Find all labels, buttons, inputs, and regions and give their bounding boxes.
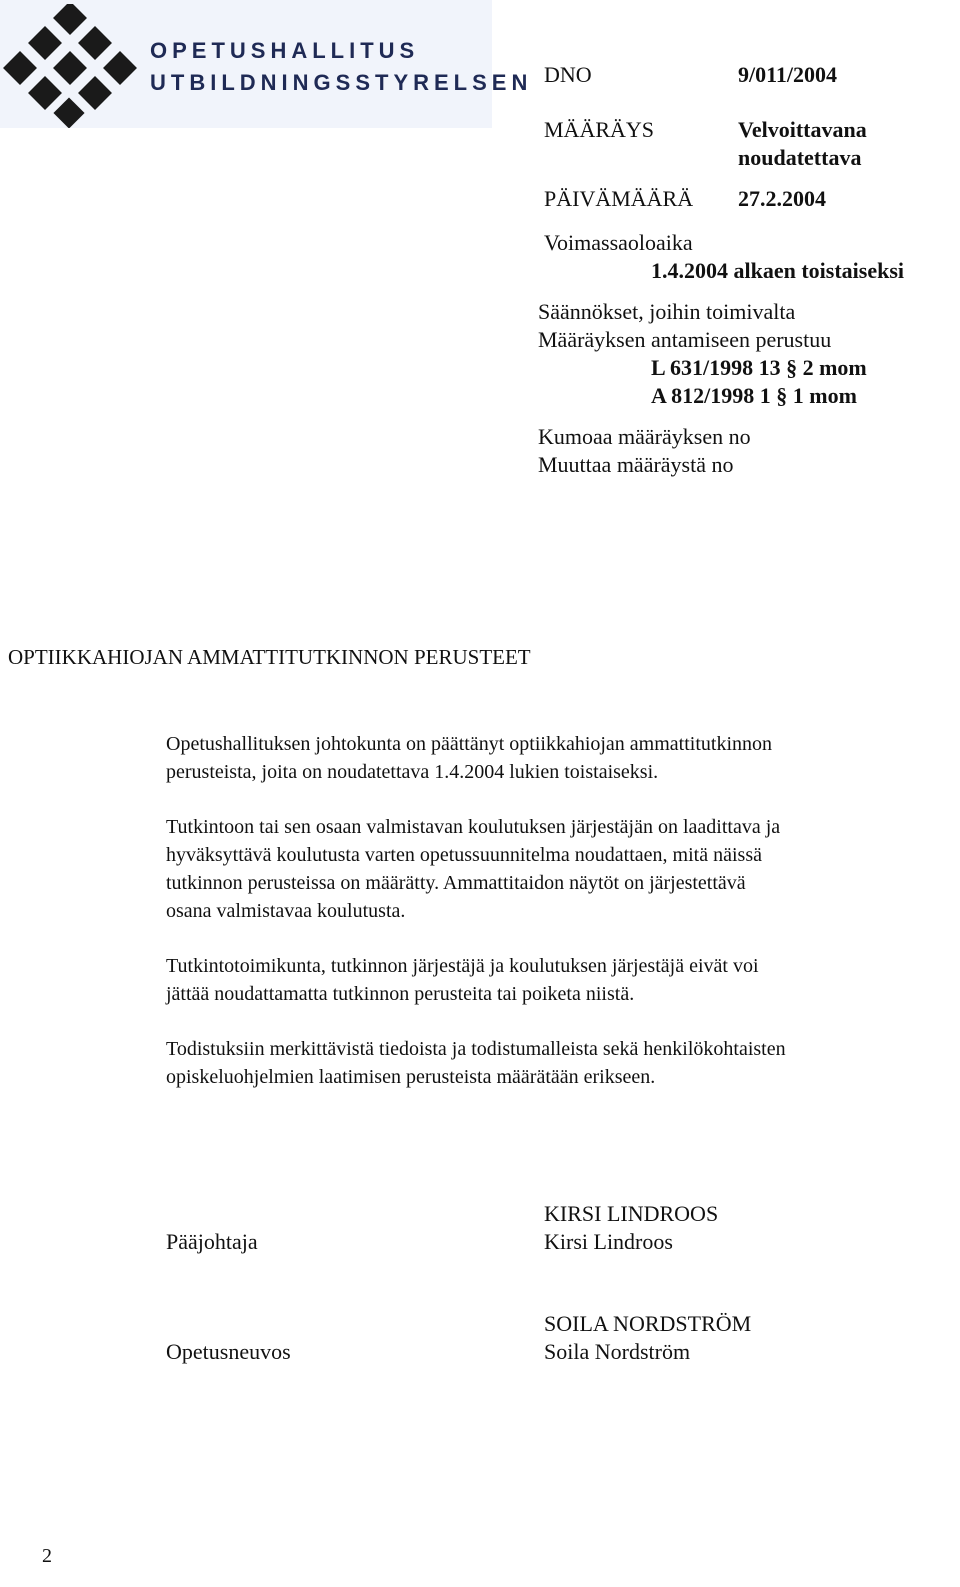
- dno-label: DNO: [544, 62, 592, 87]
- voimassa-value: 1.4.2004 alkaen toistaiseksi: [651, 258, 905, 283]
- law-ref-2: A 812/1998 1 § 1 mom: [651, 383, 857, 408]
- dno-value: 9/011/2004: [738, 62, 838, 87]
- logo-line-1: OPETUSHALLITUS: [150, 38, 420, 63]
- maarays-label: MÄÄRÄYS: [544, 117, 655, 142]
- signature-name-1: Kirsi Lindroos: [544, 1229, 673, 1254]
- saannokset-line1: Säännökset, joihin toimivalta: [538, 299, 796, 324]
- signature-name-2-upper: SOILA NORDSTRÖM: [544, 1311, 752, 1336]
- maarays-value-line1: Velvoittavana: [738, 117, 867, 142]
- text-line: Tutkintotoimikunta, tutkinnon järjestäjä ja koulutuksen järjestäjä eivät voi: [166, 955, 759, 977]
- text-line: hyväksyttävä koulutusta varten opetussuunnitelma noudattaen, mitä näissä: [166, 844, 762, 866]
- paragraph-3: [166, 952, 956, 1008]
- paivamaara-value: 27.2.2004: [738, 186, 826, 211]
- muuttaa-label: Muuttaa määräystä no: [538, 452, 734, 477]
- paivamaara-label: PÄIVÄMÄÄRÄ: [544, 186, 694, 211]
- kumoaa-label: Kumoaa määräyksen no: [538, 424, 751, 449]
- paragraph-1: [166, 730, 956, 786]
- diamond-logo-icon: [0, 4, 140, 128]
- text-line: perusteista, joita on noudatettava 1.4.2004 lukien toistaiseksi.: [166, 761, 659, 783]
- text-line: Tutkintoon tai sen osaan valmistavan koulutuksen järjestäjän on laadittava ja: [166, 816, 781, 838]
- header-logo: [0, 0, 533, 128]
- text-line: opiskeluohjelmien laatimisen perusteista määrätään erikseen.: [166, 1066, 656, 1088]
- signature-role-1: Pääjohtaja: [166, 1229, 258, 1254]
- signature-name-1-upper: KIRSI LINDROOS: [544, 1201, 719, 1226]
- page-number: 2: [42, 1545, 52, 1567]
- paragraph-4: [166, 1035, 956, 1091]
- text-line: jättää noudattamatta tutkinnon perusteita tai poiketa niistä.: [166, 983, 635, 1005]
- text-line: Todistuksiin merkittävistä tiedoista ja todistumalleista sekä henkilökohtaisten: [166, 1038, 786, 1060]
- signature-name-2: Soila Nordström: [544, 1339, 691, 1364]
- signature-role-2: Opetusneuvos: [166, 1339, 291, 1364]
- maarays-value-line2: noudatettava: [738, 145, 862, 170]
- law-ref-1: L 631/1998 13 § 2 mom: [651, 355, 867, 380]
- paragraph-2: [166, 813, 956, 925]
- text-line: tutkinnon perusteissa on määrätty. Ammattitaidon näytöt on järjestettävä: [166, 872, 746, 894]
- document-title: OPTIIKKAHIOJAN AMMATTITUTKINNON PERUSTEET: [8, 645, 531, 669]
- text-line: Opetushallituksen johtokunta on päättänyt optiikkahiojan ammattitutkinnon: [166, 733, 773, 755]
- saannokset-line2: Määräyksen antamiseen perustuu: [538, 327, 832, 352]
- logo-line-2: UTBILDNINGSSTYRELSEN: [150, 70, 533, 95]
- text-line: osana valmistavaa koulutusta.: [166, 900, 406, 922]
- voimassa-label: Voimassaoloaika: [544, 230, 693, 255]
